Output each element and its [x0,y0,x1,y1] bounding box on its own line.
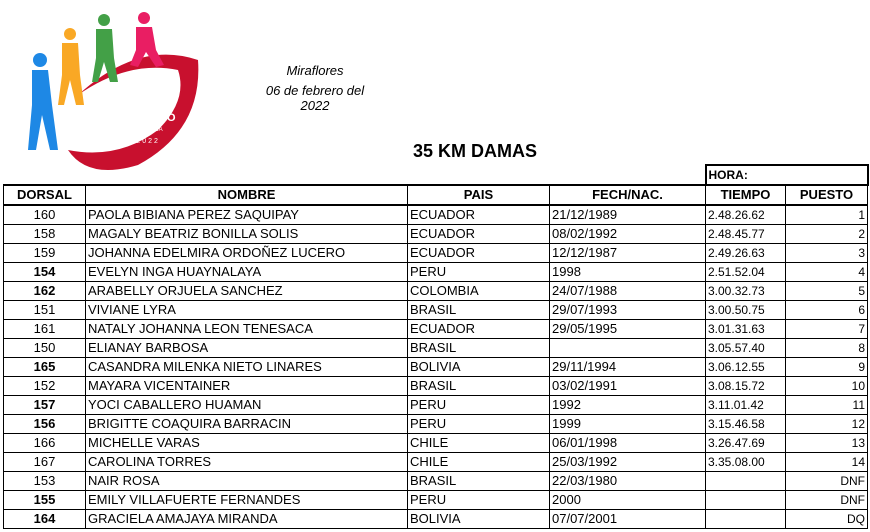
puesto-cell: 5 [786,282,868,301]
table-row [4,339,868,358]
dorsal-cell: 151 [4,301,86,320]
fecha-cell: 1998 [550,263,706,282]
nombre-cell: JOHANNA EDELMIRA ORDOÑEZ LUCERO [86,244,408,263]
col-header-puesto: PUESTO [786,185,868,205]
fecha-cell: 29/11/1994 [550,358,706,377]
tiempo-cell: 3.11.01.42 [706,396,786,415]
fecha-cell: 29/07/1993 [550,301,706,320]
dorsal-cell: 160 [4,205,86,225]
dorsal-cell: 159 [4,244,86,263]
pais-cell: ECUADOR [408,320,550,339]
puesto-cell: 14 [786,453,868,472]
tiempo-cell: 3.35.08.00 [706,453,786,472]
nombre-cell: NATALY JOHANNA LEON TENESACA [86,320,408,339]
logo-line4: LIMA - 2022 [100,138,160,145]
logo-line1: CAMPEONATO [90,99,170,111]
pais-cell: BRASIL [408,339,550,358]
puesto-cell: 13 [786,434,868,453]
table-row [4,472,868,491]
table-row [4,396,868,415]
col-header-dorsal: DORSAL [4,185,86,205]
nombre-cell: MAGALY BEATRIZ BONILLA SOLIS [86,225,408,244]
puesto-cell: 4 [786,263,868,282]
pais-cell: ECUADOR [408,244,550,263]
tiempo-cell: 3.15.46.58 [706,415,786,434]
pais-cell: PERU [408,491,550,510]
fecha-cell: 22/03/1980 [550,472,706,491]
pais-cell: BOLIVIA [408,510,550,529]
nombre-cell: ELIANAY BARBOSA [86,339,408,358]
table-row [4,225,868,244]
fecha-cell [550,339,706,358]
nombre-cell: VIVIANE LYRA [86,301,408,320]
table-row [4,510,868,529]
fecha-cell: 03/02/1991 [550,377,706,396]
col-header-fecha: FECH/NAC. [550,185,706,205]
runner-green-icon [92,14,118,82]
logo-line2: SUDAMERICANO [84,112,176,124]
dorsal-cell: 154 [4,263,86,282]
puesto-cell: 11 [786,396,868,415]
tiempo-cell: 2.49.26.63 [706,244,786,263]
pais-cell: BRASIL [408,377,550,396]
nombre-cell: CASANDRA MILENKA NIETO LINARES [86,358,408,377]
puesto-cell: 7 [786,320,868,339]
nombre-cell: NAIR ROSA [86,472,408,491]
table-row [4,320,868,339]
dorsal-cell: 161 [4,320,86,339]
dorsal-cell: 158 [4,225,86,244]
puesto-cell: DNF [786,491,868,510]
col-header-tiempo: TIEMPO [706,185,786,205]
dorsal-cell: 162 [4,282,86,301]
fecha-cell: 08/02/1992 [550,225,706,244]
dorsal-cell: 157 [4,396,86,415]
dorsal-cell: 150 [4,339,86,358]
dorsal-cell: 153 [4,472,86,491]
pais-cell: BRASIL [408,472,550,491]
table-row [4,415,868,434]
tiempo-cell: 3.00.50.75 [706,301,786,320]
table-row [4,377,868,396]
pais-cell: ECUADOR [408,205,550,225]
table-row [4,301,868,320]
fecha-cell: 06/01/1998 [550,434,706,453]
puesto-cell: 12 [786,415,868,434]
pais-cell: BRASIL [408,301,550,320]
nombre-cell: CAROLINA TORRES [86,453,408,472]
tiempo-cell [706,491,786,510]
pais-cell: CHILE [408,434,550,453]
tiempo-cell [706,472,786,491]
puesto-cell: 6 [786,301,868,320]
puesto-cell: DQ [786,510,868,529]
puesto-cell: DNF [786,472,868,491]
fecha-cell: 25/03/1992 [550,453,706,472]
event-date: 06 de febrero del 2022 [265,83,365,113]
dorsal-cell: 152 [4,377,86,396]
dorsal-cell: 155 [4,491,86,510]
puesto-cell: 9 [786,358,868,377]
puesto-cell: 3 [786,244,868,263]
tiempo-cell: 3.00.32.73 [706,282,786,301]
runner-blue-icon [28,53,58,150]
championship-logo [18,10,203,178]
pais-cell: PERU [408,396,550,415]
fecha-cell: 12/12/1987 [550,244,706,263]
fecha-cell: 2000 [550,491,706,510]
tiempo-cell: 3.26.47.69 [706,434,786,453]
dorsal-cell: 156 [4,415,86,434]
pais-cell: PERU [408,415,550,434]
fecha-cell: 07/07/2001 [550,510,706,529]
table-row [4,263,868,282]
dorsal-cell: 164 [4,510,86,529]
pais-cell: ECUADOR [408,225,550,244]
tiempo-cell: 3.06.12.55 [706,358,786,377]
table-row [4,282,868,301]
tiempo-cell: 2.48.45.77 [706,225,786,244]
dorsal-cell: 165 [4,358,86,377]
nombre-cell: MAYARA VICENTAINER [86,377,408,396]
puesto-cell: 8 [786,339,868,358]
nombre-cell: PAOLA BIBIANA PEREZ SAQUIPAY [86,205,408,225]
puesto-cell: 2 [786,225,868,244]
table-row [4,491,868,510]
nombre-cell: BRIGITTE COAQUIRA BARRACIN [86,415,408,434]
tiempo-cell: 3.01.31.63 [706,320,786,339]
col-header-pais: PAIS [408,185,550,205]
tiempo-cell: 3.05.57.40 [706,339,786,358]
pais-cell: PERU [408,263,550,282]
dorsal-cell: 166 [4,434,86,453]
nombre-cell: EVELYN INGA HUAYNALAYA [86,263,408,282]
fecha-cell: 29/05/1995 [550,320,706,339]
fecha-cell: 1992 [550,396,706,415]
tiempo-cell: 2.48.26.62 [706,205,786,225]
nombre-cell: EMILY VILLAFUERTE FERNANDES [86,491,408,510]
nombre-cell: GRACIELA AMAJAYA MIRANDA [86,510,408,529]
nombre-cell: ARABELLY ORJUELA SANCHEZ [86,282,408,301]
results-table [3,164,869,529]
table-row [4,358,868,377]
nombre-cell: YOCI CABALLERO HUAMAN [86,396,408,415]
puesto-cell: 1 [786,205,868,225]
table-header-row [4,185,868,205]
tiempo-cell [706,510,786,529]
tiempo-cell: 3.08.15.72 [706,377,786,396]
pais-cell: BOLIVIA [408,358,550,377]
page-title: 35 KM DAMAS [412,141,537,161]
table-row [4,434,868,453]
col-header-nombre: NOMBRE [86,185,408,205]
fecha-cell: 1999 [550,415,706,434]
table-row [4,453,868,472]
pais-cell: COLOMBIA [408,282,550,301]
logo-line3: DE MARCHA ATLÉTICA [97,127,163,133]
table-row [4,205,868,225]
fecha-cell: 24/07/1988 [550,282,706,301]
tiempo-cell: 2.51.52.04 [706,263,786,282]
fecha-cell: 21/12/1989 [550,205,706,225]
dorsal-cell: 167 [4,453,86,472]
pais-cell: CHILE [408,453,550,472]
table-row [4,244,868,263]
event-location: Miraflores [286,63,344,78]
puesto-cell: 10 [786,377,868,396]
runner-yellow-icon [58,28,84,105]
hora-label: HORA: [706,165,868,185]
nombre-cell: MICHELLE VARAS [86,434,408,453]
